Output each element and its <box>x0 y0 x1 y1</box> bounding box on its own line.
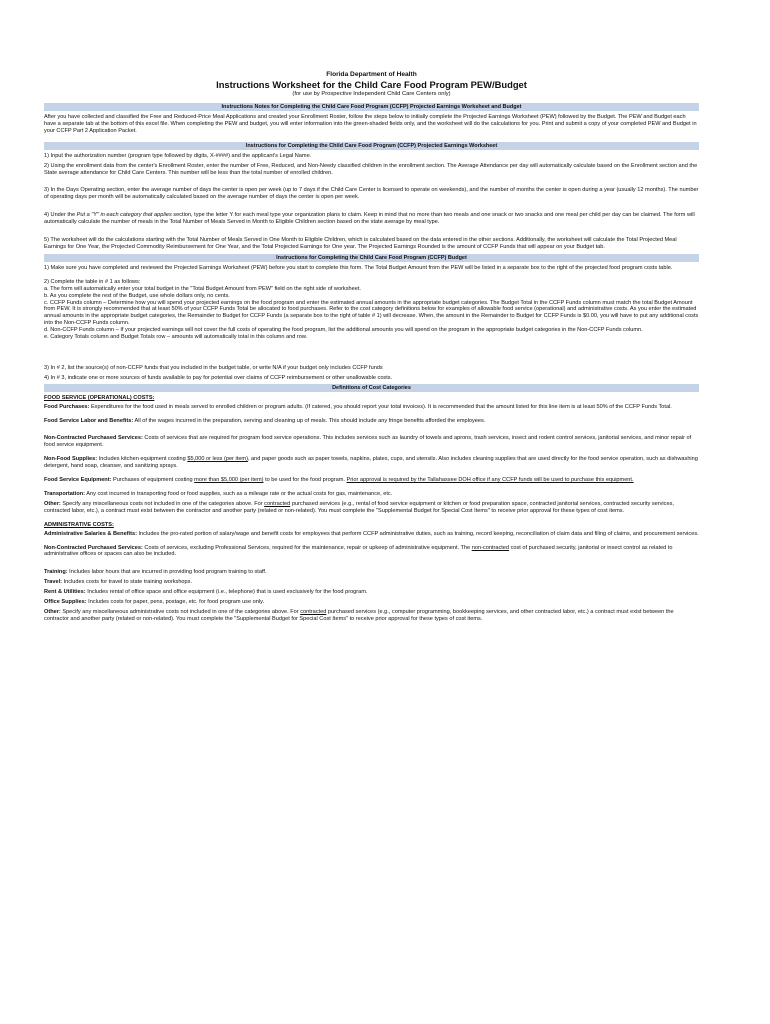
def-other-food-service <box>44 501 699 515</box>
def-text: Includes the pro-rated portion of salary/wage and benefit costs for employees that perform CCFP administrative duties, such as training, record keeping, reconciliation of claim data and filing of claims, and procurement services. <box>136 530 699 537</box>
def-text: cost of purchased security, janitorial or insect control as related to administrative offices or spaces can also be included. <box>44 544 673 558</box>
def-term: Administrative Salaries & Benefits: <box>44 530 137 537</box>
def-term: Travel: <box>44 579 63 586</box>
budget-step-3: 3) In # 2, list the source(s) of non-CCFP funds that you included in the budget table, or write N/A if your budget only includes CCFP funds <box>44 364 383 371</box>
def-text: purchased services (e.g., rental of food service equipment or kitchen or food preparation space, contracted janitorial services, contracted security services, contracted labor, etc.), a contract must exist between the contractor and another party (related or non-related). You must complete the "Supplemental Budget for Special Cost Items" to receive prior approval for these types of cost items. <box>44 500 674 514</box>
pew-step-4 <box>44 212 699 226</box>
def-underlined-text: contracted <box>264 500 291 507</box>
budget-section-heading: Instructions for Completing the Child Care Food Program (CCFP) Budget <box>44 254 699 262</box>
def-travel <box>44 579 699 586</box>
pew-step-2: 2) Using the enrollment data from the center's Enrollment Roster, enter the number of Free, Reduced, and Non-Needy classified children in the enrollment section. The Average Attendance per day will automatically calculate based on the Enrollment section and the State average attendance for Child Care Centers. This number will be less than the total number of enrolled children. <box>44 162 698 176</box>
budget-step-2c: c. CCFP Funds column – Determine how you will spend your projected earnings on the food program and enter the estimated annual amounts in the appropriate budget categories. The Budget Total in the CCFP Funds column must match the total Budget Amount from PEW. It is strongly recommended that at least 50% of your CCFP Funds Total be allocated to food purchases. Refer to the cost category definitions below for examples of allowable food service (operational) and administrative costs. As you enter the estimated annual amounts in the appropriate budget categories, the Remainder to Budget for CCFP Funds (a separate box to the right of table # 1) will decrease. When, the amount in the Remainder to Budget for CCFP Funds is $0.00, you will have to put any additional costs into the Non-CCFP Funds column. <box>44 299 699 327</box>
def-transportation <box>44 491 699 498</box>
def-text: Specify any miscellaneous costs not included in one of the categories above. For <box>60 500 265 507</box>
def-underlined-text: contracted <box>300 608 327 615</box>
def-term: Food Service Labor and Benefits: <box>44 417 134 424</box>
pew-step-1: 1) Input the authorization number (program type followed by digits, X-####) and the applicant's Legal Name. <box>44 152 312 159</box>
def-underlined-text: non-contracted <box>471 544 510 551</box>
def-food-purchases <box>44 404 699 411</box>
def-term: Non-Food Supplies: <box>44 456 98 463</box>
def-text: Expenditures for the food used in meals served to enrolled children or program adults. (If catered, you should report your total invoices). It is recommended that the amount listed for this line item is at least 50% of the CCFP Funds Total. <box>89 403 672 410</box>
definitions-section-heading: Definitions of Cost Categories <box>44 384 699 392</box>
def-text: Includes costs for travel to state training workshops. <box>62 579 193 586</box>
def-text: Includes kitchen equipment costing <box>97 456 188 463</box>
def-office-supplies <box>44 599 699 606</box>
def-non-contracted-services <box>44 435 699 449</box>
def-term: Rent & Utilities: <box>44 589 86 596</box>
def-term: Transportation: <box>44 491 86 497</box>
administrative-costs-heading: ADMINISTRATIVE COSTS: <box>44 521 114 528</box>
def-rent-utilities <box>44 589 699 596</box>
def-text: Includes rental of office space and office equipment (i.e., telephone) that is used exclusively for the food program. <box>85 589 368 596</box>
def-text: , and paper goods such as paper towels, napkins, plates, cups, and utensils. Also includes cleaning supplies that are used directly for the food service operation, such as dishwashing detergent, hand soap, cleanser, and sanitizing sprays. <box>44 456 698 470</box>
def-text: Any cost incurred in transporting food or food supplies, such as a mileage rate or the actual costs for gas, maintenance, etc. <box>85 491 393 497</box>
budget-step-2e: e. Category Totals column and Budget Totals row – amounts will automatically total in this column and row. <box>44 334 308 341</box>
def-underlined-text: Prior approval is required by the Tallahassee DOH office if any CCFP funds will be used to purchase this equipment. <box>346 477 634 484</box>
def-admin-non-contracted <box>44 545 699 559</box>
def-text: Costs of services that are required for program food service operations. This includes services such as laundry of towels and aprons, trash services, insect and rodent control services, janitorial services, and minor repair of food service equipment. <box>44 435 692 449</box>
def-term: Office Supplies: <box>44 599 87 606</box>
def-term: Other: <box>44 608 61 615</box>
def-term: Non-Contracted Purchased Services: <box>44 435 143 442</box>
def-text: to be used for the food program. <box>263 477 347 484</box>
def-term: Training: <box>44 569 68 576</box>
def-text: Includes labor hours that are incurred in providing food program training to staff. <box>67 569 267 576</box>
def-term: Food Purchases: <box>44 403 90 410</box>
def-text: Includes costs for paper, pens, postage, etc. for food program use only. <box>86 599 265 606</box>
def-text: purchased services (e.g., computer programming, bookkeeping services, and other contracted labor, etc.) a contract must exist between the contractor and another party (related or non-related). You must complete the "Supplemental Budget for Special Cost Items" to receive prior approval for these types of cost items. <box>44 608 674 622</box>
def-text: Costs of services, excluding Professional Services, required for the maintenance, repair or upkeep of administrative equipment. The <box>142 544 472 551</box>
budget-step-2a: a. The form will automatically enter your total budget in the "Total Budget Amount from PEW" field on the right side of worksheet. <box>44 285 361 292</box>
def-text: Purchases of equipment costing <box>111 477 195 484</box>
page-title: Instructions Worksheet for the Child Care Food Program PEW/Budget <box>216 79 527 90</box>
def-text: All of the wages incurred in the preparation, serving and cleaning up of meals. This should include any fringe benefits afforded the employees. <box>133 417 486 424</box>
pew-step-4-rest: section, type the letter Y for each meal type your organization plans to claim. Keep in mind that no more than two meals and one snack or two snacks and one meal per child per day can be claimed. The form will automatically calculate the number of meals in the Total Number of Meals Served in Month to Eligible Children section based on the state average by meal type. <box>44 212 695 226</box>
def-term: Non-Contracted Purchased Services: <box>44 544 143 551</box>
def-training <box>44 569 699 576</box>
def-food-labor <box>44 418 699 425</box>
budget-step-1: 1) Make sure you have completed and reviewed the Projected Earnings Worksheet (PEW) before you start to complete this form. The Total Budget Amount from the PEW will be listed in a separate box to the right of the projected food program costs table. <box>44 264 673 271</box>
notes-text: After you have collected and classified the Free and Reduced-Price Meal Applications and created your Enrollment Roster, follow the steps below to initially complete the Projected Earnings Worksheet (PEW) followed by the Budget. The PEW and Budget each have a separate tab at the bottom of this excel file. When completing the PEW and budget, you will enter information into the green-shaded fields only, and the worksheet will do the calculations for you. Print and submit a copy of your completed PEW and Budget in your CCFP Part 2 Application Packet. <box>44 114 697 134</box>
pew-step-3: 3) In the Days Operating section, enter the average number of days the center is open per week (up to 7 days if the Child Care Center is licensed to operate on weekends), and the number of months the center is open during a year (usually 12 months). The number of operating days per month will be automatically calculated based on the average number of days the center is open per week. <box>44 187 699 201</box>
budget-step-2: 2) Complete the table in # 1 as follows: <box>44 278 141 285</box>
def-food-service-equipment <box>44 477 699 484</box>
notes-section-heading: Instructions Notes for Completing the Child Care Food Program (CCFP) Projected Earnings Worksheet and Budget <box>44 103 699 111</box>
def-admin-salaries <box>44 531 699 538</box>
budget-step-4: 4) In # 3, indicate one or more sources of funds available to pay for potential over claims of CCFP reimbursement or other unallowable costs. <box>44 374 393 381</box>
pew-step-5: 5) The worksheet will do the calculations starting with the Total Number of Meals Served in One Month to Eligible Children, which is calculated based on the data entered in the other sections. Additionally, the worksheet will calculate the Total Projected Meal Earnings for One Year, the Projected Commodity Reimbursement for One Year, and the Total Projected Earnings for One year. The Projected Earnings Rounded is the amount of CCFP Funds that will appear on your Budget tab. <box>44 237 677 250</box>
def-term: Other: <box>44 500 61 507</box>
budget-step-2d: d. Non-CCFP Funds column – If your projected earnings will not cover the full costs of operating the food program, list the additional amounts you will spend on the program in the appropriate budget categories in the Non-CCFP Funds column. <box>44 327 643 334</box>
def-text: Specify any miscellaneous administrative costs not included in one of the categories above. For <box>60 608 301 615</box>
pew-step-4-emphasis: Put a "Y" in each category that applies <box>76 212 172 219</box>
def-other-administrative <box>44 609 699 623</box>
def-underlined-text: $5,000 or less (per item) <box>187 456 248 463</box>
pew-section-heading: Instructions for Completing the Child Care Food Program (CCFP) Projected Earnings Worksheet <box>44 142 699 150</box>
agency-name: Florida Department of Health <box>326 71 417 78</box>
def-term: Food Service Equipment: <box>44 477 112 484</box>
page-subtitle: (for use by Prospective Independent Child Care Centers only) <box>292 91 451 97</box>
pew-step-4-lead: 4) Under the <box>44 212 77 219</box>
def-underlined-text: more than $5,000 (per item) <box>194 477 264 484</box>
def-non-food-supplies <box>44 456 699 470</box>
budget-step-2b: b. As you complete the rest of the Budget, use whole dollars only, no cents. <box>44 292 230 299</box>
instructions-worksheet <box>44 70 699 626</box>
food-service-costs-heading: FOOD SERVICE (OPERATIONAL) COSTS: <box>44 394 155 401</box>
